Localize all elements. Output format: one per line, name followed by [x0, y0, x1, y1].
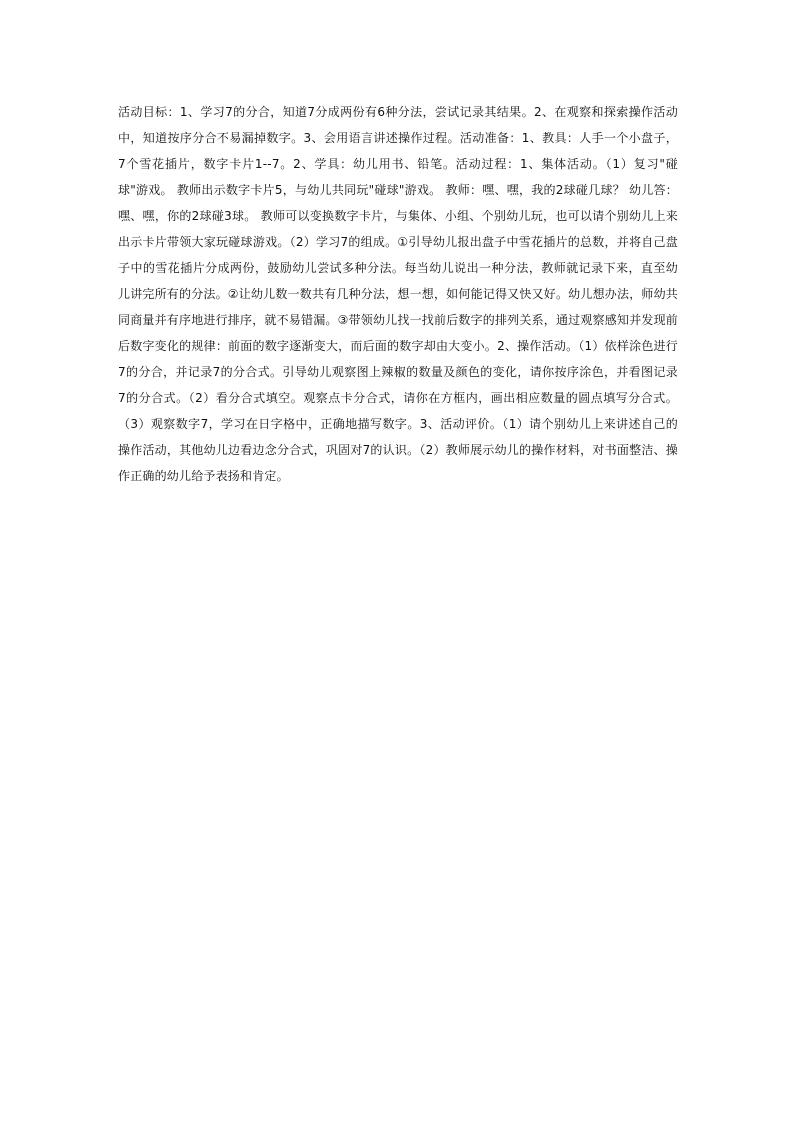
lesson-plan-paragraph: 活动目标：1、学习7的分合，知道7分成两份有6种分法，尝试记录其结果。2、在观察和探索操作活动中，知道按序分合不易漏掉数字。3、会用语言讲述操作过程。活动准备：1、教具：人手一个小盘子，7个雪花插片，数字卡片1--7。2、学具：幼儿用书、铅笔。活动过程：1、集体活动。（1）复习"碰球"游戏。 教师出示数字卡片5，与幼儿共同玩"碰球"游戏。 教师：嘿、嘿，我的2球碰几球？ 幼儿答：嘿、嘿，你的2球碰3球。 教师可以变换数字卡片，与集体、小组、个别幼儿玩，也可以请个别幼儿上来出示卡片带领大家玩碰球游戏。（2）学习7的组成。①引导幼儿报出盘子中雪花插片的总数，并将自己盘子中的雪花插片分成两份，鼓励幼儿尝试多种分法。每当幼儿说出一种分法，教师就记录下来，直至幼儿讲完所有的分法。②让幼儿数一数共有几种分法，想一想，如何能记得又快又好。幼儿想办法，师幼共同商量并有序地进行排序，就不易错漏。③带领幼儿找一找前后数字的排列关系，通过观察感知并发现前后数字变化的规律：前面的数字逐渐变大，而后面的数字却由大变小。2、操作活动。（1）依样涂色进行7的分合，并记录7的分合式。引导幼儿观察图上辣椒的数量及颜色的变化，请你按序涂色，并看图记录7的分合式。（2）看分合式填空。观察点卡分合式，请你在方框内，画出相应数量的圆点填写分合式。（3）观察数字7，学习在日字格中，正确地描写数字。3、活动评价。（1）请个别幼儿上来讲述自己的操作活动，其他幼儿边看边念分合式，巩固对7的认识。（2）教师展示幼儿的操作材料，对书面整洁、操作正确的幼儿给予表扬和肯定。	[118, 105, 678, 483]
